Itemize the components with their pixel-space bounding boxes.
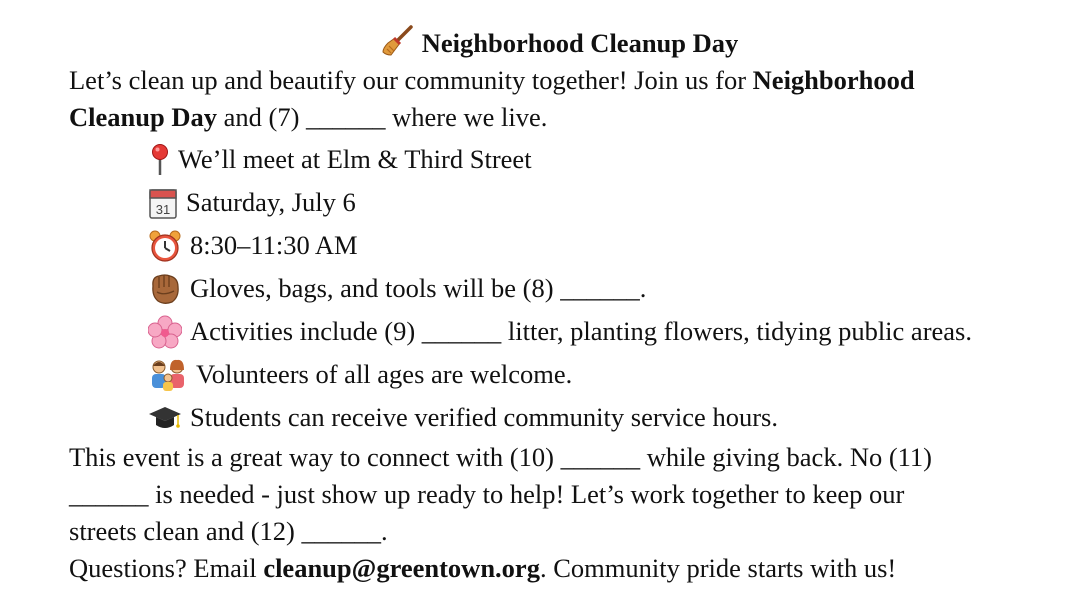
contact-email[interactable]: cleanup@greentown.org bbox=[263, 553, 540, 583]
calendar-icon bbox=[148, 186, 178, 220]
closing-line-3: streets clean and (12) ______. bbox=[69, 516, 388, 546]
cherry-blossom-icon bbox=[148, 315, 182, 349]
item-text: Saturday, July 6 bbox=[186, 187, 356, 217]
list-item-date bbox=[148, 184, 356, 221]
item-text: 8:30–11:30 AM bbox=[190, 230, 358, 260]
broom-icon bbox=[380, 24, 414, 58]
contact-line bbox=[69, 550, 1029, 587]
intro-event-name-1: Neighborhood bbox=[752, 65, 915, 95]
intro-text-1: Let’s clean up and beautify our community together! Join us for bbox=[69, 65, 753, 95]
title-text: Neighborhood Cleanup Day bbox=[421, 28, 739, 58]
contact-suffix: . Community pride starts with us! bbox=[539, 553, 897, 583]
closing-line-1: This event is a great way to connect with (10) ______ while giving back. No (11) bbox=[69, 442, 932, 472]
item-text: Gloves, bags, and tools will be (8) ______. bbox=[190, 273, 647, 303]
closing-line-2: ______ is needed - just show up ready to help! Let’s work together to keep our bbox=[69, 479, 905, 509]
family-icon bbox=[148, 358, 188, 392]
intro-paragraph bbox=[69, 62, 1029, 136]
list-item-time bbox=[148, 227, 358, 264]
baseball-glove-icon bbox=[148, 272, 182, 306]
list-item-volunteers bbox=[148, 356, 572, 393]
list-item-students bbox=[148, 399, 778, 436]
intro-event-name-2: Cleanup Day bbox=[69, 102, 217, 132]
item-text: Activities include (9) ______ litter, planting flowers, tidying public areas. bbox=[190, 316, 972, 346]
closing-paragraph bbox=[69, 439, 1029, 587]
flyer-title bbox=[0, 24, 1078, 62]
graduation-cap-icon bbox=[148, 401, 182, 435]
list-item-location bbox=[148, 141, 532, 178]
item-text: Volunteers of all ages are welcome. bbox=[196, 359, 573, 389]
round-pushpin-icon bbox=[148, 143, 172, 177]
intro-text-2: and (7) ______ where we live. bbox=[217, 102, 548, 132]
item-text: Students can receive verified community service hours. bbox=[190, 402, 778, 432]
alarm-clock-icon bbox=[148, 229, 182, 263]
list-item-supplies bbox=[148, 270, 646, 307]
item-text: We’ll meet at Elm & Third Street bbox=[178, 144, 532, 174]
contact-prefix: Questions? Email bbox=[69, 553, 264, 583]
calendar-day-number: 31 bbox=[155, 201, 171, 217]
list-item-activities bbox=[148, 313, 972, 350]
